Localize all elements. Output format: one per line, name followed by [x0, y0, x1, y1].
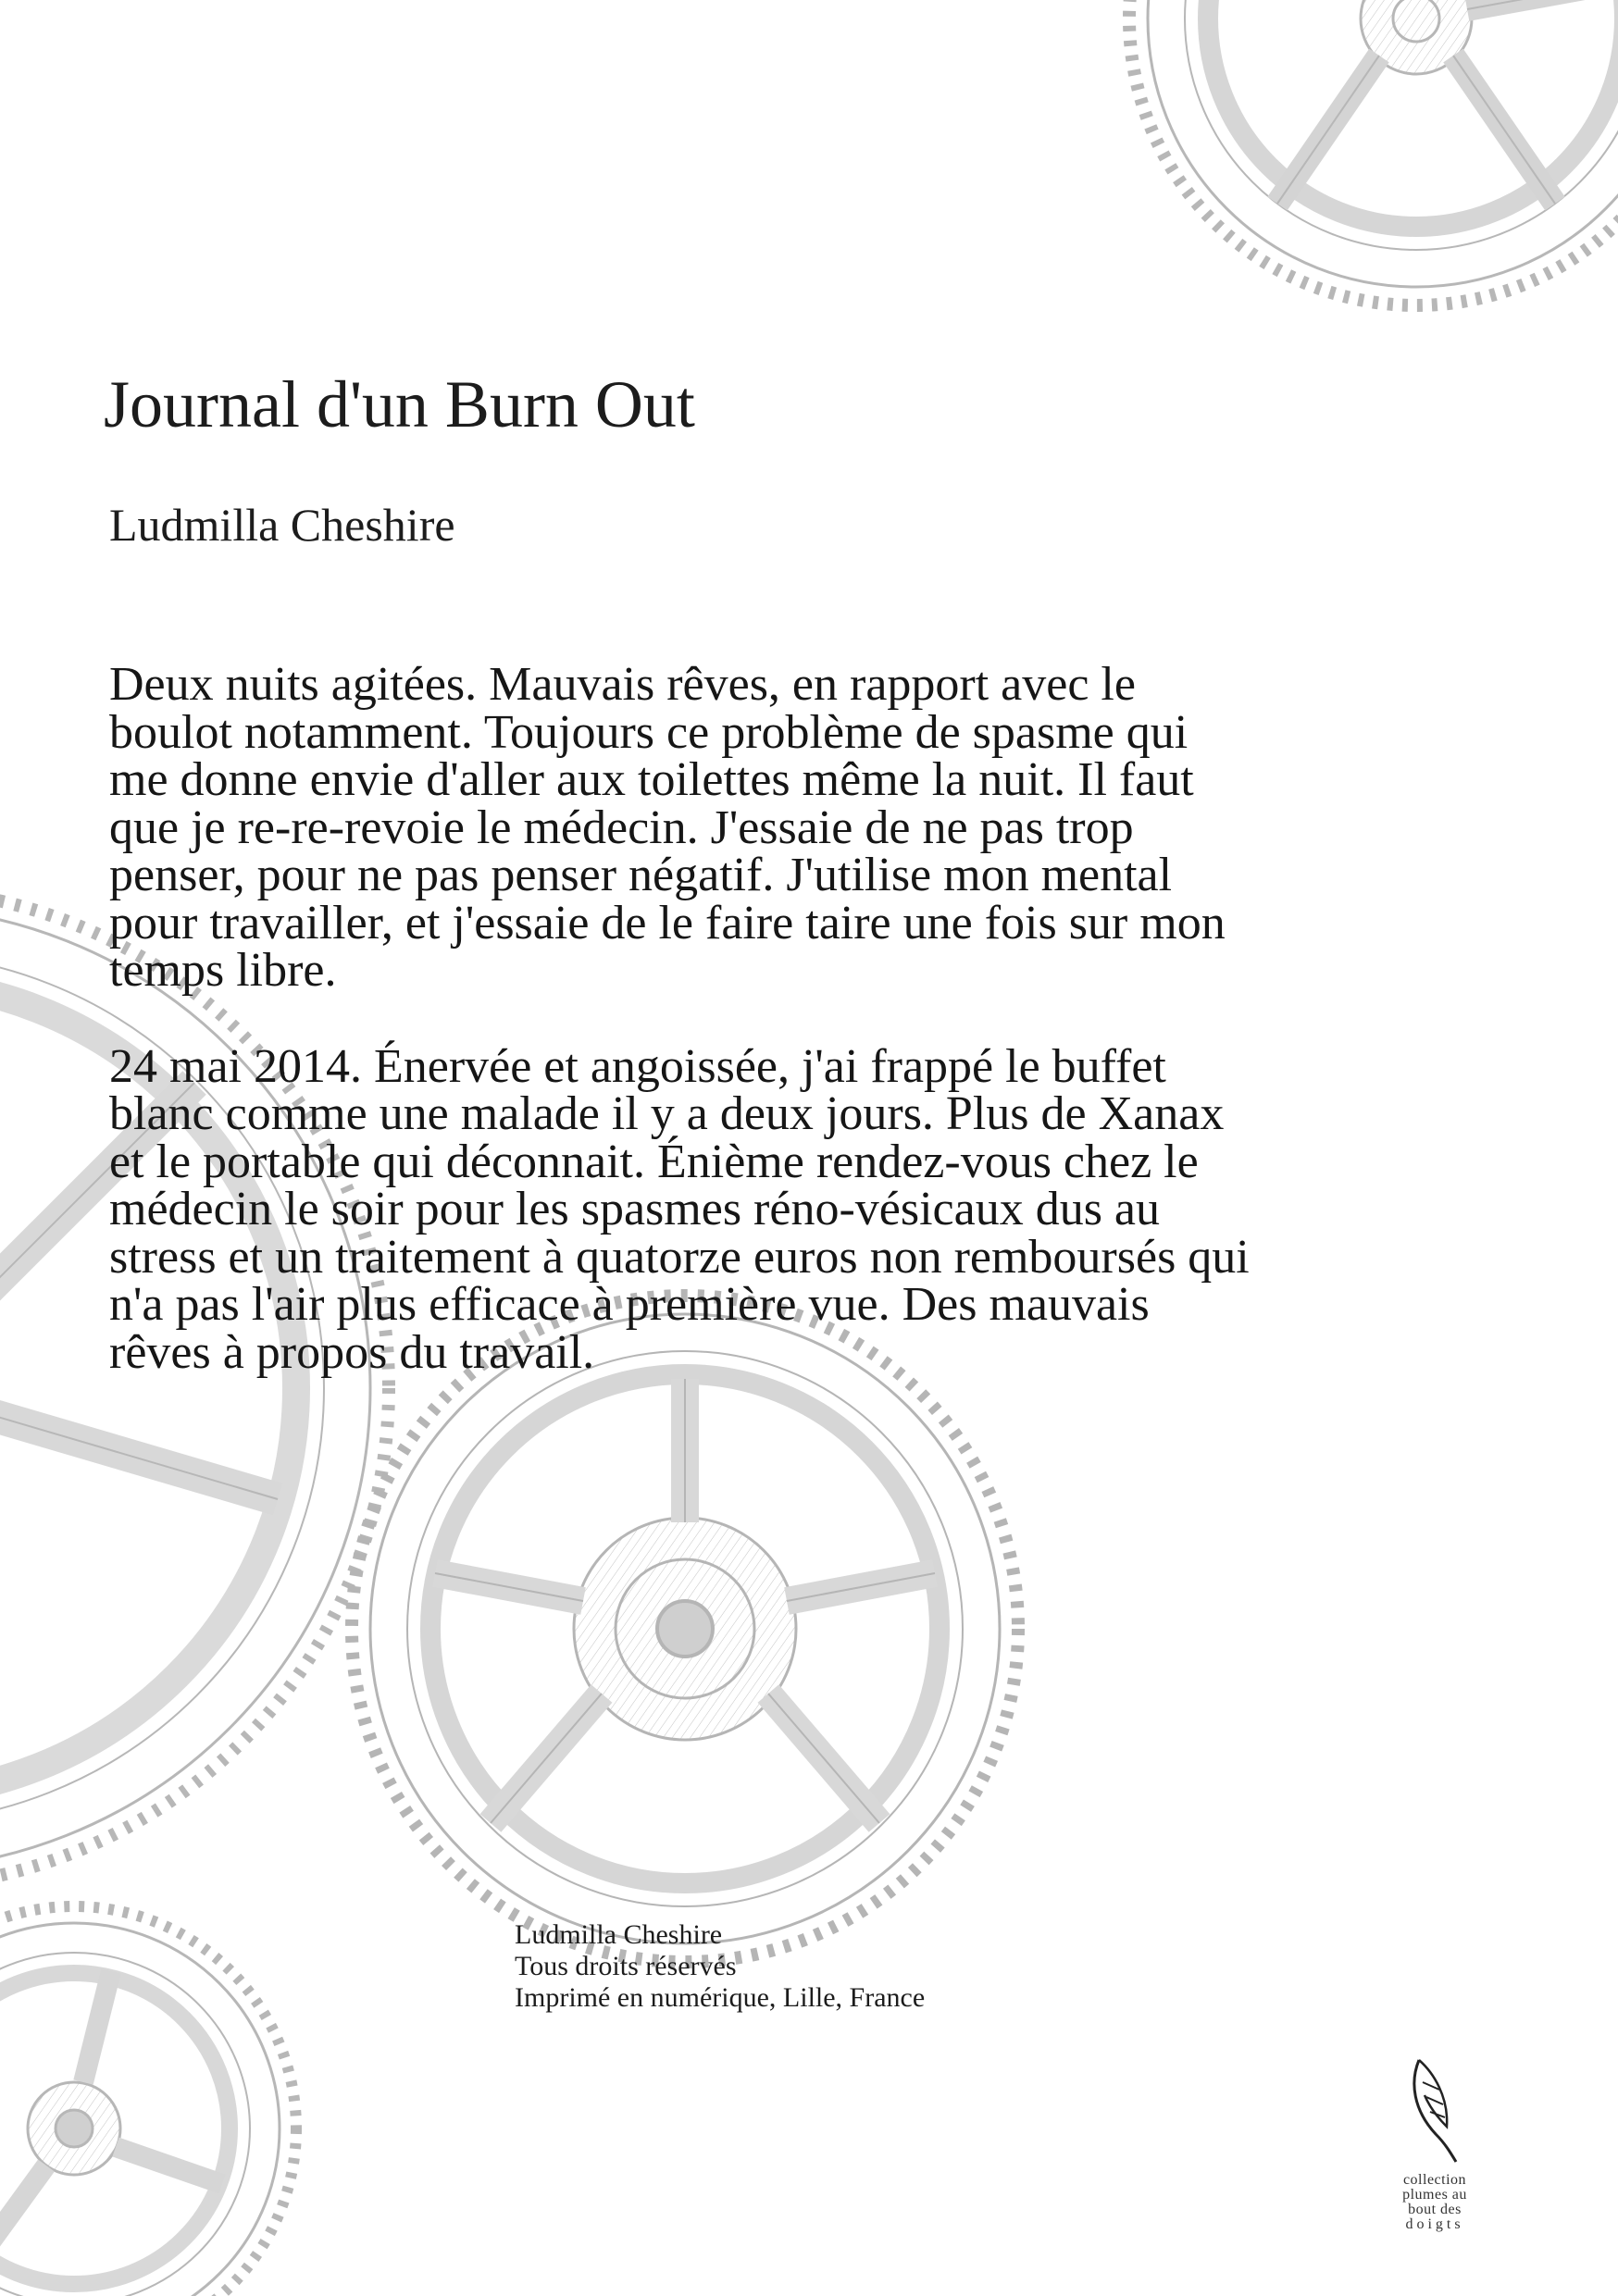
excerpt-body: [109, 658, 1257, 1424]
imprint-author: Ludmilla Cheshire: [515, 1919, 723, 1950]
logo-line: plumes au: [1402, 2187, 1467, 2203]
book-title: Journal d'un Burn Out: [104, 367, 695, 441]
excerpt-paragraph: 24 mai 2014. Énervée et angoissée, j'ai frappé le buffet blanc comme une malade il y a deux jours. Plus de Xanax et le portable qui déconnait. Énième rendez-vous chez le médecin le soir pour les spasmes réno-vésicaux dus au stress et un traitement à quatorze euros non remboursés qui n'a pas l'air plus efficace à première vue. Des mauvais rêves à propos du travail.: [109, 1039, 1250, 1379]
imprint-rights: Tous droits réservés: [515, 1951, 737, 1981]
imprint-printed: Imprimé en numérique, Lille, France: [515, 1982, 926, 2013]
book-author: Ludmilla Cheshire: [109, 499, 455, 551]
quill-feather-icon: [1402, 2054, 1467, 2166]
logo-line: bout des: [1408, 2202, 1462, 2217]
logo-line: doigts: [1405, 2216, 1464, 2232]
imprint-block: [515, 1919, 925, 2014]
gear-icon: [0, 1906, 296, 2296]
excerpt-paragraph: Deux nuits agitées. Mauvais rêves, en rapport avec le boulot notamment. Toujours ce problème de spasme qui me donne envie d'aller aux toilettes même la nuit. Il faut que je re-re-revoie le médecin. J'essaie de ne pas trop penser, pour ne pas penser négatif. J'utilise mon mental pour travailler, et j'essaie de le faire taire une fois sur mon temps libre.: [109, 658, 1226, 997]
publisher-logo: [1388, 2054, 1481, 2232]
gear-icon: [1129, 0, 1618, 305]
logo-line: collection: [1402, 2172, 1467, 2188]
